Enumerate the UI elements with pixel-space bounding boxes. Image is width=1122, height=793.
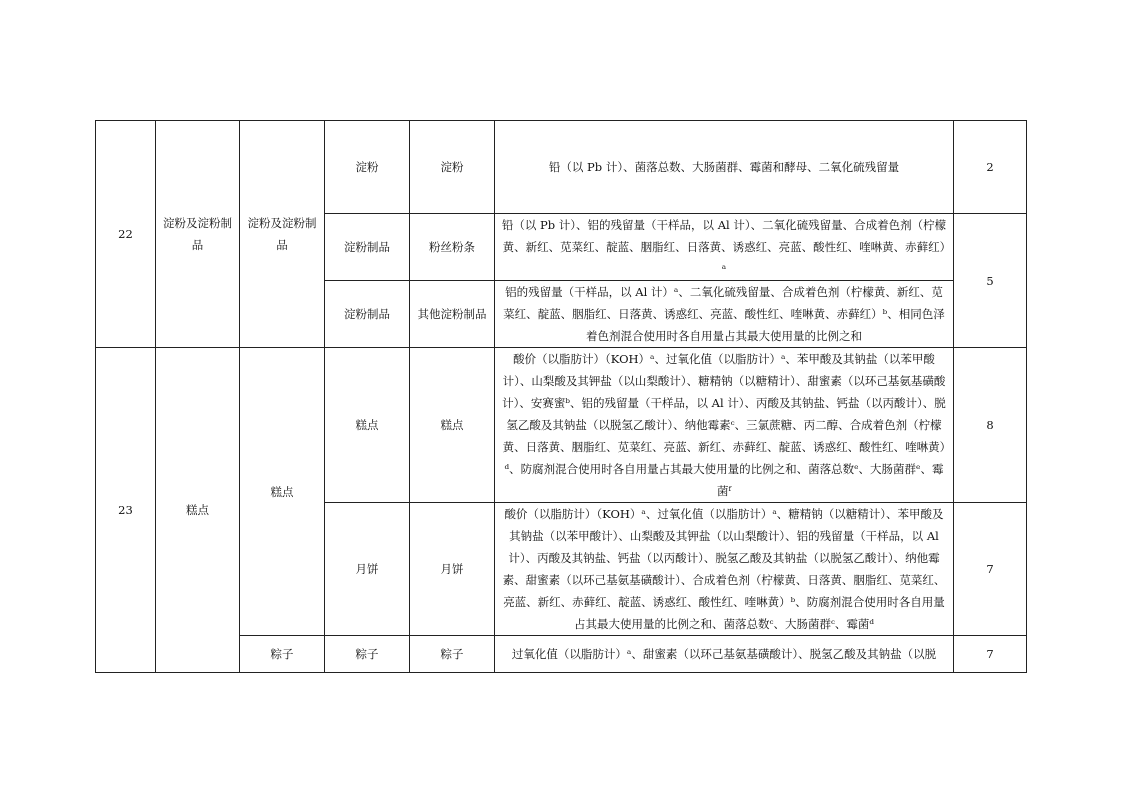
food-subcategory: 淀粉及淀粉制品	[240, 121, 325, 348]
item-count: 7	[954, 503, 1027, 636]
inspection-items: 过氧化值（以脂肪计）ᵃ、甜蜜素（以环己基氨基磺酸计）、脱氢乙酸及其钠盐（以脱	[495, 636, 954, 673]
inspection-items: 酸价（以脂肪计）（KOH）ᵃ、过氧化值（以脂肪计）ᵃ、糖精钠（以糖精计）、苯甲酸及其钠盐（以苯甲酸计）、山梨酸及其钾盐（以山梨酸计）、铝的残留量（干样品，以 Al 计）、丙酸及其钠盐、钙盐（以丙酸计）、脱氢乙酸及其钠盐（以脱氢乙酸计）、纳他霉素、甜蜜素（以环己基氨基磺酸计）、合成着色剂（柠檬黄、日落黄、胭脂红、苋菜红、亮蓝、新红、赤藓红、靛蓝、诱惑红、酸性红、喹啉黄）ᵇ、防腐剂混合使用时各自用量占其最大使用量的比例之和、菌落总数ᶜ、大肠菌群ᶜ、霉菌ᵈ	[495, 503, 954, 636]
category-number: 22	[96, 121, 156, 348]
food-class: 月饼	[325, 503, 410, 636]
inspection-items-table	[95, 120, 1027, 673]
food-category: 糕点	[156, 348, 240, 673]
table-row	[96, 348, 1027, 503]
item-count: 2	[954, 121, 1027, 214]
inspection-items: 酸价（以脂肪计）（KOH）ᵃ、过氧化值（以脂肪计）ᵃ、苯甲酸及其钠盐（以苯甲酸计）、山梨酸及其钾盐（以山梨酸计）、糖精钠（以糖精计）、甜蜜素（以环己基氨基磺酸计）、安赛蜜ᵇ、铝的残留量（干样品，以 Al 计）、丙酸及其钠盐、钙盐（以丙酸计）、脱氢乙酸及其钠盐（以脱氢乙酸计）、纳他霉素ᶜ、三氯蔗糖、丙二醇、合成着色剂（柠檬黄、日落黄、胭脂红、苋菜红、亮蓝、新红、赤藓红、靛蓝、诱惑红、酸性红、喹啉黄）ᵈ、防腐剂混合使用时各自用量占其最大使用量的比例之和、菌落总数ᵉ、大肠菌群ᵉ、霉菌ᶠ	[495, 348, 954, 503]
food-name: 粉丝粉条	[410, 214, 495, 281]
table-row	[96, 121, 1027, 214]
food-subcategory: 粽子	[240, 636, 325, 673]
food-class: 淀粉制品	[325, 214, 410, 281]
item-count: 7	[954, 636, 1027, 673]
inspection-items: 铝的残留量（干样品，以 Al 计）ᵃ、二氧化硫残留量、合成着色剂（柠檬黄、新红、苋菜红、靛蓝、胭脂红、日落黄、诱惑红、亮蓝、酸性红、喹啉黄、赤藓红）ᵇ、相同色泽着色剂混合使用时各自用量占其最大使用量的比例之和	[495, 281, 954, 348]
category-number: 23	[96, 348, 156, 673]
food-category: 淀粉及淀粉制品	[156, 121, 240, 348]
inspection-items: 铅（以 Pb 计）、铝的残留量（干样品，以 Al 计）、二氧化硫残留量、合成着色剂（柠檬黄、新红、苋菜红、靛蓝、胭脂红、日落黄、诱惑红、亮蓝、酸性红、喹啉黄、赤藓红）ᵃ	[495, 214, 954, 281]
item-count: 5	[954, 214, 1027, 348]
inspection-items: 铅（以 Pb 计）、菌落总数、大肠菌群、霉菌和酵母、二氧化硫残留量	[495, 121, 954, 214]
food-class: 淀粉制品	[325, 281, 410, 348]
food-name: 糕点	[410, 348, 495, 503]
food-name: 月饼	[410, 503, 495, 636]
food-class: 淀粉	[325, 121, 410, 214]
food-class: 粽子	[325, 636, 410, 673]
food-name: 粽子	[410, 636, 495, 673]
item-count: 8	[954, 348, 1027, 503]
food-name: 淀粉	[410, 121, 495, 214]
food-name: 其他淀粉制品	[410, 281, 495, 348]
food-class: 糕点	[325, 348, 410, 503]
food-subcategory: 糕点	[240, 348, 325, 636]
